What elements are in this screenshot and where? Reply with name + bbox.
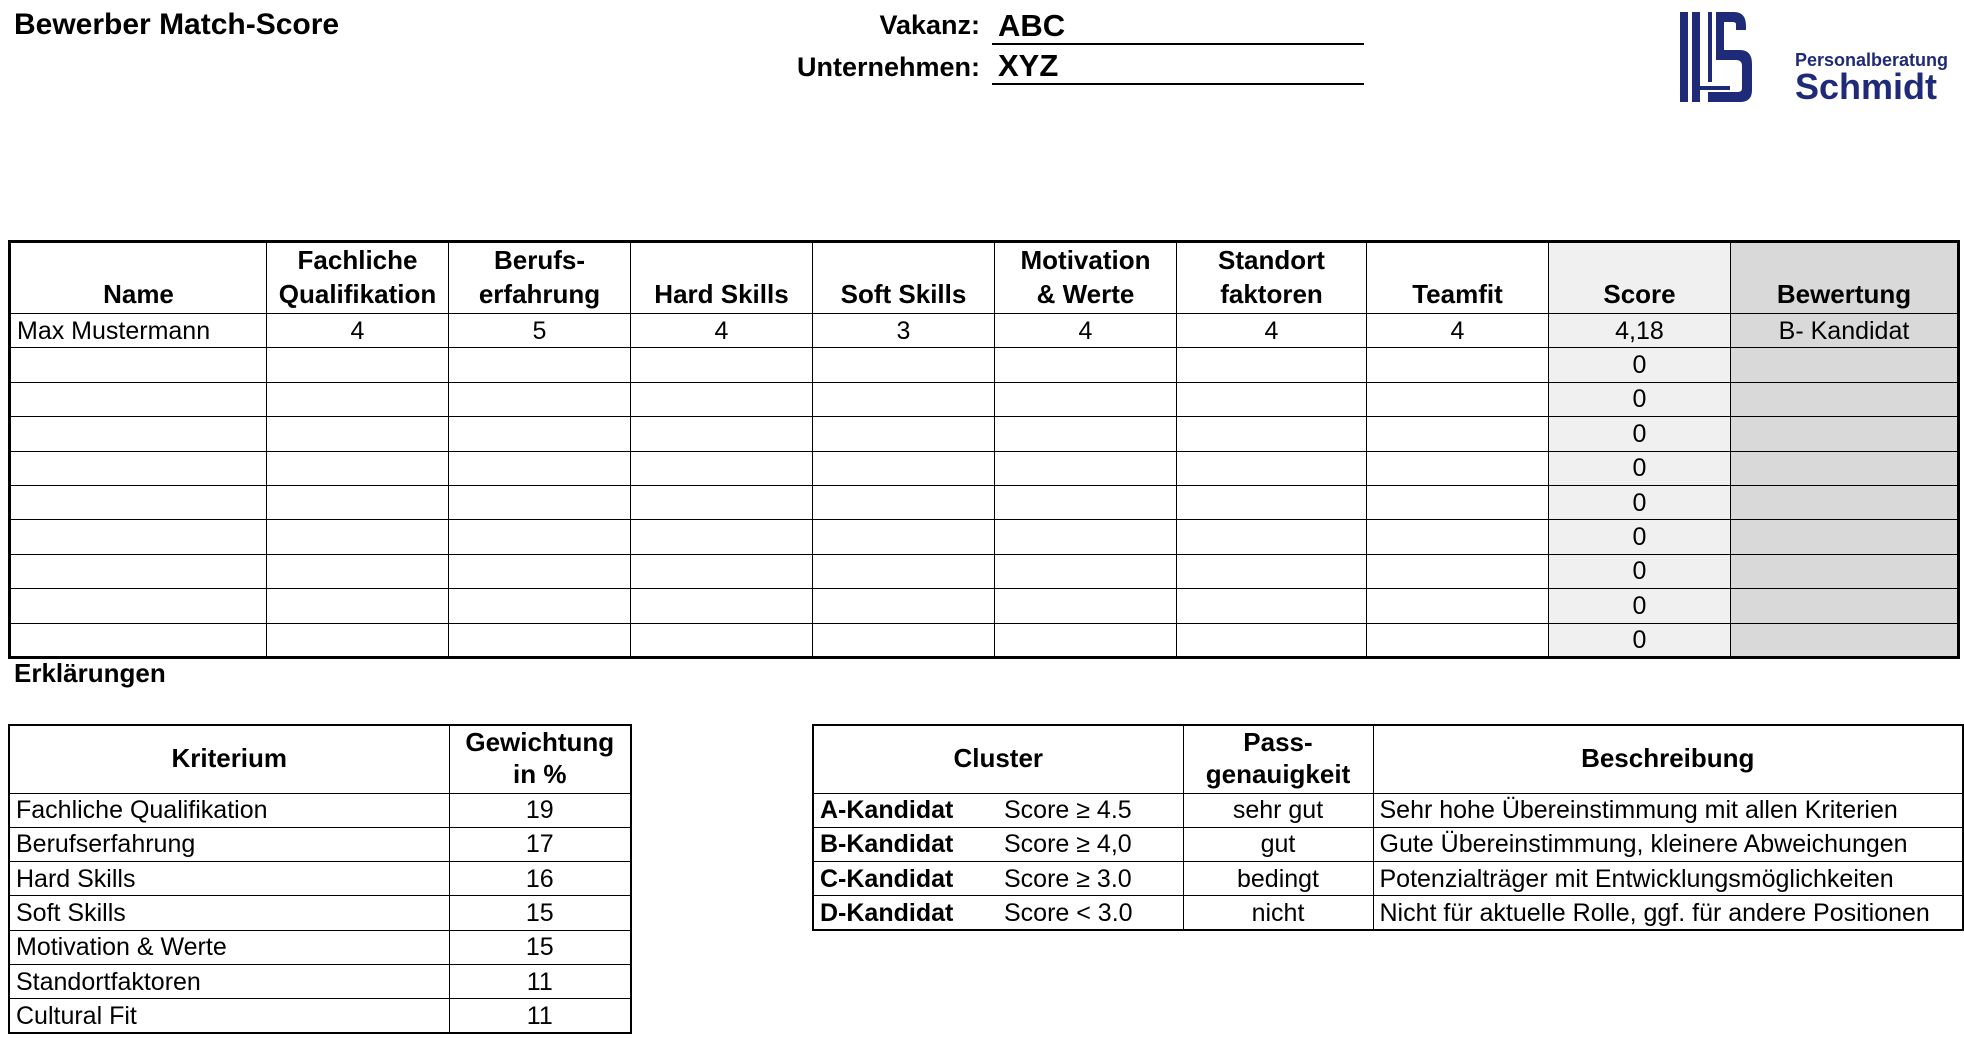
cell-score: 0 bbox=[1549, 417, 1731, 451]
cell-score: 0 bbox=[1549, 451, 1731, 485]
cell-cluster-name: D-Kandidat bbox=[813, 896, 998, 930]
cell-beschreibung: Sehr hohe Übereinstimmung mit allen Kriterien bbox=[1373, 793, 1963, 827]
logo-line1: Personalberatung bbox=[1795, 50, 1949, 70]
cell-motivation[interactable] bbox=[995, 589, 1177, 623]
cell-bewertung bbox=[1731, 520, 1959, 554]
cell-motivation[interactable] bbox=[995, 451, 1177, 485]
cell-soft[interactable] bbox=[813, 589, 995, 623]
cell-bewertung bbox=[1731, 417, 1959, 451]
table-row bbox=[9, 999, 631, 1033]
cell-kriterium: Berufserfahrung bbox=[9, 827, 449, 861]
table-row bbox=[10, 417, 1959, 451]
cell-teamfit[interactable] bbox=[1367, 451, 1549, 485]
cell-fachlich[interactable] bbox=[267, 348, 449, 382]
cell-hard[interactable] bbox=[631, 485, 813, 519]
cell-motivation[interactable] bbox=[995, 417, 1177, 451]
table-row bbox=[9, 827, 631, 861]
cell-gewichtung: 15 bbox=[449, 896, 631, 930]
header-kriterium: Kriterium bbox=[9, 725, 449, 793]
cell-motivation[interactable] bbox=[995, 520, 1177, 554]
cell-standort[interactable] bbox=[1177, 348, 1367, 382]
header-cluster: Cluster bbox=[813, 725, 1183, 793]
cell-fachlich[interactable] bbox=[267, 623, 449, 657]
header-fachliche-qualifikation: Fachliche Qualifikation bbox=[267, 242, 449, 314]
cell-score: 0 bbox=[1549, 554, 1731, 588]
cell-fachlich[interactable] bbox=[267, 417, 449, 451]
header-teamfit: Teamfit bbox=[1367, 242, 1549, 314]
cell-passgenauigkeit: gut bbox=[1183, 827, 1373, 861]
cell-standort[interactable] bbox=[1177, 589, 1367, 623]
cell-teamfit[interactable] bbox=[1367, 623, 1549, 657]
cell-hard[interactable] bbox=[631, 520, 813, 554]
cell-score: 0 bbox=[1549, 623, 1731, 657]
cell-name[interactable] bbox=[10, 348, 267, 382]
cell-name[interactable] bbox=[10, 554, 267, 588]
cell-soft[interactable] bbox=[813, 623, 995, 657]
cell-motivation[interactable] bbox=[995, 554, 1177, 588]
header-hard-skills: Hard Skills bbox=[631, 242, 813, 314]
cell-beschreibung: Gute Übereinstimmung, kleinere Abweichungen bbox=[1373, 827, 1963, 861]
cell-hard[interactable] bbox=[631, 417, 813, 451]
cell-score: 0 bbox=[1549, 520, 1731, 554]
cell-kriterium: Soft Skills bbox=[9, 896, 449, 930]
cell-name[interactable]: Max Mustermann bbox=[10, 314, 267, 348]
cell-teamfit[interactable] bbox=[1367, 554, 1549, 588]
cell-soft[interactable] bbox=[813, 417, 995, 451]
cell-cluster-score: Score ≥ 4,0 bbox=[998, 827, 1183, 861]
cell-motivation[interactable] bbox=[995, 623, 1177, 657]
cell-teamfit[interactable]: 4 bbox=[1367, 314, 1549, 348]
cell-name[interactable] bbox=[10, 417, 267, 451]
cell-bewertung bbox=[1731, 382, 1959, 416]
cell-cluster-score: Score ≥ 4.5 bbox=[998, 793, 1183, 827]
table-row bbox=[10, 485, 1959, 519]
table-row bbox=[10, 520, 1959, 554]
table-row bbox=[10, 589, 1959, 623]
cell-bewertung bbox=[1731, 485, 1959, 519]
table-row bbox=[813, 896, 1963, 930]
cell-fachlich[interactable]: 4 bbox=[267, 314, 449, 348]
cell-beruf[interactable]: 5 bbox=[449, 314, 631, 348]
cell-teamfit[interactable] bbox=[1367, 520, 1549, 554]
cell-kriterium: Hard Skills bbox=[9, 862, 449, 896]
cell-hard[interactable] bbox=[631, 451, 813, 485]
logo-line2: Schmidt bbox=[1795, 66, 1938, 107]
cell-beschreibung: Potenzialträger mit Entwicklungsmöglichkeiten bbox=[1373, 862, 1963, 896]
cell-teamfit[interactable] bbox=[1367, 589, 1549, 623]
cell-score: 0 bbox=[1549, 485, 1731, 519]
cell-gewichtung: 16 bbox=[449, 862, 631, 896]
cluster-table bbox=[812, 724, 1964, 931]
cell-name[interactable] bbox=[10, 520, 267, 554]
cell-beruf[interactable] bbox=[449, 520, 631, 554]
cell-score: 0 bbox=[1549, 348, 1731, 382]
cell-beruf[interactable] bbox=[449, 485, 631, 519]
cell-beruf[interactable] bbox=[449, 554, 631, 588]
cell-soft[interactable] bbox=[813, 382, 995, 416]
cell-soft[interactable] bbox=[813, 485, 995, 519]
cell-name[interactable] bbox=[10, 485, 267, 519]
cell-hard[interactable] bbox=[631, 382, 813, 416]
cell-bewertung bbox=[1731, 348, 1959, 382]
unternehmen-field[interactable]: XYZ bbox=[992, 48, 1364, 85]
cell-beruf[interactable] bbox=[449, 451, 631, 485]
cell-soft[interactable] bbox=[813, 520, 995, 554]
cell-soft[interactable] bbox=[813, 554, 995, 588]
page-title: Bewerber Match-Score bbox=[14, 8, 340, 41]
cell-gewichtung: 17 bbox=[449, 827, 631, 861]
cell-beruf[interactable] bbox=[449, 623, 631, 657]
cell-score: 0 bbox=[1549, 382, 1731, 416]
table-row bbox=[813, 793, 1963, 827]
cell-bewertung bbox=[1731, 589, 1959, 623]
cell-beschreibung: Nicht für aktuelle Rolle, ggf. für andere Positionen bbox=[1373, 896, 1963, 930]
table-row bbox=[10, 348, 1959, 382]
table-row bbox=[9, 964, 631, 998]
table-row bbox=[9, 930, 631, 964]
cell-beruf[interactable] bbox=[449, 589, 631, 623]
cell-standort[interactable] bbox=[1177, 520, 1367, 554]
cell-bewertung bbox=[1731, 623, 1959, 657]
cell-standort[interactable] bbox=[1177, 417, 1367, 451]
header-soft-skills: Soft Skills bbox=[813, 242, 995, 314]
header-gewichtung: Gewichtung in % bbox=[449, 725, 631, 793]
cell-passgenauigkeit: bedingt bbox=[1183, 862, 1373, 896]
vakanz-field[interactable]: ABC bbox=[992, 8, 1364, 45]
cell-cluster-score: Score < 3.0 bbox=[998, 896, 1183, 930]
cell-name[interactable] bbox=[10, 451, 267, 485]
cell-beruf[interactable] bbox=[449, 417, 631, 451]
cell-gewichtung: 11 bbox=[449, 999, 631, 1033]
cell-hard[interactable]: 4 bbox=[631, 314, 813, 348]
cell-cluster-name: B-Kandidat bbox=[813, 827, 998, 861]
table-row bbox=[10, 382, 1959, 416]
table-row bbox=[9, 793, 631, 827]
cell-standort[interactable]: 4 bbox=[1177, 314, 1367, 348]
unternehmen-label: Unternehmen: bbox=[796, 52, 980, 82]
cell-kriterium: Standortfaktoren bbox=[9, 964, 449, 998]
header-motivation-werte: Motivation & Werte bbox=[995, 242, 1177, 314]
cell-teamfit[interactable] bbox=[1367, 382, 1549, 416]
cell-kriterium: Cultural Fit bbox=[9, 999, 449, 1033]
cell-standort[interactable] bbox=[1177, 554, 1367, 588]
cell-name[interactable] bbox=[10, 382, 267, 416]
cell-gewichtung: 11 bbox=[449, 964, 631, 998]
cell-kriterium: Fachliche Qualifikation bbox=[9, 793, 449, 827]
cell-gewichtung: 19 bbox=[449, 793, 631, 827]
cell-fachlich[interactable] bbox=[267, 451, 449, 485]
header-beschreibung: Beschreibung bbox=[1373, 725, 1963, 793]
cell-fachlich[interactable] bbox=[267, 589, 449, 623]
cell-gewichtung: 15 bbox=[449, 930, 631, 964]
cell-teamfit[interactable] bbox=[1367, 417, 1549, 451]
table-row bbox=[10, 451, 1959, 485]
table-row bbox=[10, 623, 1959, 657]
table-header-row bbox=[813, 725, 1963, 793]
cell-motivation[interactable]: 4 bbox=[995, 314, 1177, 348]
cell-passgenauigkeit: sehr gut bbox=[1183, 793, 1373, 827]
cell-teamfit[interactable] bbox=[1367, 348, 1549, 382]
cell-soft[interactable] bbox=[813, 451, 995, 485]
cell-bewertung: B- Kandidat bbox=[1731, 314, 1959, 348]
header-berufserfahrung: Berufs- erfahrung bbox=[449, 242, 631, 314]
cell-teamfit[interactable] bbox=[1367, 485, 1549, 519]
cell-name[interactable] bbox=[10, 589, 267, 623]
cell-fachlich[interactable] bbox=[267, 382, 449, 416]
cell-cluster-name: C-Kandidat bbox=[813, 862, 998, 896]
header-name: Name bbox=[10, 242, 267, 314]
cell-motivation[interactable] bbox=[995, 348, 1177, 382]
table-row bbox=[813, 827, 1963, 861]
cell-hard[interactable] bbox=[631, 589, 813, 623]
match-score-table bbox=[8, 240, 1960, 659]
table-header-row bbox=[9, 725, 631, 793]
table-header-row bbox=[10, 242, 1959, 314]
cell-name[interactable] bbox=[10, 623, 267, 657]
section-erklaerungen: Erklärungen bbox=[14, 658, 166, 688]
cell-cluster-score: Score ≥ 3.0 bbox=[998, 862, 1183, 896]
cell-hard[interactable] bbox=[631, 554, 813, 588]
cell-fachlich[interactable] bbox=[267, 520, 449, 554]
cell-soft[interactable] bbox=[813, 348, 995, 382]
cell-motivation[interactable] bbox=[995, 382, 1177, 416]
header-standortfaktoren: Standort faktoren bbox=[1177, 242, 1367, 314]
cell-score: 0 bbox=[1549, 589, 1731, 623]
cell-bewertung bbox=[1731, 554, 1959, 588]
table-row bbox=[9, 862, 631, 896]
cell-bewertung bbox=[1731, 451, 1959, 485]
cell-fachlich[interactable] bbox=[267, 554, 449, 588]
cell-hard[interactable] bbox=[631, 348, 813, 382]
cell-beruf[interactable] bbox=[449, 382, 631, 416]
table-row bbox=[9, 896, 631, 930]
cell-hard[interactable] bbox=[631, 623, 813, 657]
table-row bbox=[813, 862, 1963, 896]
cell-beruf[interactable] bbox=[449, 348, 631, 382]
cell-fachlich[interactable] bbox=[267, 485, 449, 519]
cell-standort[interactable] bbox=[1177, 623, 1367, 657]
header-passgenauigkeit: Pass- genauigkeit bbox=[1183, 725, 1373, 793]
cell-kriterium: Motivation & Werte bbox=[9, 930, 449, 964]
header-score: Score bbox=[1549, 242, 1731, 314]
cell-standort[interactable] bbox=[1177, 451, 1367, 485]
criteria-weights-table bbox=[8, 724, 632, 1034]
cell-cluster-name: A-Kandidat bbox=[813, 793, 998, 827]
cell-score: 4,18 bbox=[1549, 314, 1731, 348]
header-bewertung: Bewertung bbox=[1731, 242, 1959, 314]
table-row bbox=[10, 554, 1959, 588]
cell-standort[interactable] bbox=[1177, 485, 1367, 519]
vakanz-label: Vakanz: bbox=[879, 10, 980, 40]
cell-standort[interactable] bbox=[1177, 382, 1367, 416]
cell-soft[interactable]: 3 bbox=[813, 314, 995, 348]
table-row bbox=[10, 314, 1959, 348]
cell-passgenauigkeit: nicht bbox=[1183, 896, 1373, 930]
cell-motivation[interactable] bbox=[995, 485, 1177, 519]
